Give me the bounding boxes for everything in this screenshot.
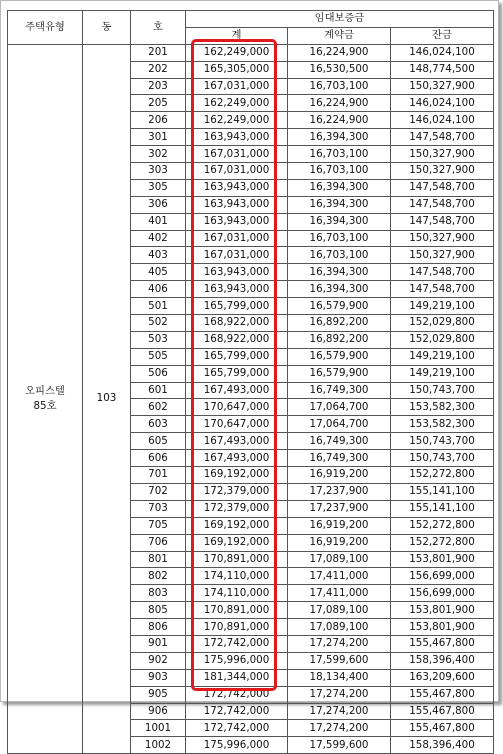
down-payment-cell: 17,237,900 [288, 483, 391, 500]
total-cell: 167,493,000 [186, 450, 288, 467]
total-cell: 174,110,000 [186, 585, 288, 602]
down-payment-cell: 16,224,900 [288, 44, 391, 61]
total-cell: 162,249,000 [186, 95, 288, 112]
unit-cell: 701 [131, 467, 186, 484]
down-payment-cell: 17,237,900 [288, 500, 391, 517]
balance-cell: 163,209,600 [391, 669, 494, 686]
total-cell: 165,799,000 [186, 298, 288, 315]
down-payment-cell: 16,530,500 [288, 61, 391, 78]
down-payment-cell: 16,224,900 [288, 95, 391, 112]
header-rental-deposit: 임대보증금 [186, 11, 494, 28]
down-payment-cell: 17,089,100 [288, 619, 391, 636]
balance-cell: 153,801,900 [391, 619, 494, 636]
unit-cell: 1002 [131, 737, 186, 754]
balance-cell: 147,548,700 [391, 213, 494, 230]
total-cell: 163,943,000 [186, 129, 288, 146]
down-payment-cell: 16,394,300 [288, 196, 391, 213]
total-cell: 163,943,000 [186, 179, 288, 196]
down-payment-cell: 16,749,300 [288, 433, 391, 450]
down-payment-cell: 16,394,300 [288, 129, 391, 146]
unit-cell: 306 [131, 196, 186, 213]
unit-cell: 706 [131, 534, 186, 551]
table-row [8, 44, 494, 61]
down-payment-cell: 17,089,100 [288, 551, 391, 568]
total-cell: 181,344,000 [186, 669, 288, 686]
down-payment-cell: 16,394,300 [288, 179, 391, 196]
unit-cell: 403 [131, 247, 186, 264]
total-cell: 167,031,000 [186, 163, 288, 180]
unit-cell: 206 [131, 112, 186, 129]
down-payment-cell: 17,599,600 [288, 737, 391, 754]
total-cell: 170,891,000 [186, 619, 288, 636]
down-payment-cell: 17,274,200 [288, 686, 391, 703]
down-payment-cell: 16,579,900 [288, 298, 391, 315]
balance-cell: 152,272,800 [391, 467, 494, 484]
rental-deposit-table [7, 10, 494, 754]
table-body [8, 44, 494, 753]
total-cell: 172,742,000 [186, 635, 288, 652]
unit-cell: 906 [131, 703, 186, 720]
balance-cell: 156,699,000 [391, 568, 494, 585]
down-payment-cell: 16,703,100 [288, 163, 391, 180]
building-cell: 103 [83, 44, 131, 753]
down-payment-cell: 16,892,200 [288, 331, 391, 348]
balance-cell: 153,801,900 [391, 602, 494, 619]
balance-cell: 155,467,800 [391, 635, 494, 652]
down-payment-cell: 16,703,100 [288, 230, 391, 247]
down-payment-cell: 17,064,700 [288, 399, 391, 416]
unit-cell: 501 [131, 298, 186, 315]
header-down-payment: 계약금 [288, 27, 391, 44]
total-cell: 162,249,000 [186, 112, 288, 129]
balance-cell: 152,272,800 [391, 534, 494, 551]
unit-cell: 902 [131, 652, 186, 669]
total-cell: 169,192,000 [186, 534, 288, 551]
down-payment-cell: 17,411,000 [288, 568, 391, 585]
down-payment-cell: 18,134,400 [288, 669, 391, 686]
housing-type-line2: 85호 [33, 399, 57, 412]
down-payment-cell: 16,749,300 [288, 382, 391, 399]
unit-cell: 803 [131, 585, 186, 602]
balance-cell: 150,743,700 [391, 450, 494, 467]
balance-cell: 146,024,100 [391, 95, 494, 112]
unit-cell: 305 [131, 179, 186, 196]
total-cell: 172,379,000 [186, 483, 288, 500]
unit-cell: 402 [131, 230, 186, 247]
balance-cell: 149,219,100 [391, 298, 494, 315]
total-cell: 167,493,000 [186, 382, 288, 399]
unit-cell: 901 [131, 635, 186, 652]
unit-cell: 705 [131, 517, 186, 534]
total-cell: 167,031,000 [186, 146, 288, 163]
balance-cell: 147,548,700 [391, 264, 494, 281]
total-cell: 170,647,000 [186, 399, 288, 416]
unit-cell: 201 [131, 44, 186, 61]
total-cell: 172,742,000 [186, 703, 288, 720]
unit-cell: 805 [131, 602, 186, 619]
balance-cell: 147,548,700 [391, 196, 494, 213]
balance-cell: 153,582,300 [391, 416, 494, 433]
total-cell: 165,305,000 [186, 61, 288, 78]
balance-cell: 146,024,100 [391, 44, 494, 61]
balance-cell: 150,327,900 [391, 146, 494, 163]
down-payment-cell: 16,892,200 [288, 315, 391, 332]
unit-cell: 1001 [131, 720, 186, 737]
housing-type-line1: 오피스텔 [25, 384, 65, 397]
balance-cell: 155,141,100 [391, 483, 494, 500]
balance-cell: 150,327,900 [391, 163, 494, 180]
down-payment-cell: 16,394,300 [288, 264, 391, 281]
balance-cell: 149,219,100 [391, 365, 494, 382]
down-payment-cell: 16,919,200 [288, 534, 391, 551]
balance-cell: 147,548,700 [391, 281, 494, 298]
down-payment-cell: 16,579,900 [288, 365, 391, 382]
unit-cell: 601 [131, 382, 186, 399]
balance-cell: 148,774,500 [391, 61, 494, 78]
unit-cell: 802 [131, 568, 186, 585]
balance-cell: 150,327,900 [391, 78, 494, 95]
unit-cell: 302 [131, 146, 186, 163]
balance-cell: 150,743,700 [391, 433, 494, 450]
down-payment-cell: 16,579,900 [288, 348, 391, 365]
total-cell: 174,110,000 [186, 568, 288, 585]
down-payment-cell: 16,394,300 [288, 213, 391, 230]
total-cell: 163,943,000 [186, 196, 288, 213]
unit-cell: 505 [131, 348, 186, 365]
total-cell: 165,799,000 [186, 348, 288, 365]
down-payment-cell: 16,703,100 [288, 78, 391, 95]
total-cell: 167,493,000 [186, 433, 288, 450]
unit-cell: 903 [131, 669, 186, 686]
total-cell: 168,922,000 [186, 315, 288, 332]
header-housing-type: 주택유형 [8, 11, 83, 45]
down-payment-cell: 17,274,200 [288, 720, 391, 737]
header-balance: 잔금 [391, 27, 494, 44]
total-cell: 172,742,000 [186, 720, 288, 737]
balance-cell: 158,396,400 [391, 737, 494, 754]
total-cell: 169,192,000 [186, 467, 288, 484]
balance-cell: 150,327,900 [391, 230, 494, 247]
total-cell: 175,996,000 [186, 737, 288, 754]
down-payment-cell: 17,599,600 [288, 652, 391, 669]
balance-cell: 147,548,700 [391, 179, 494, 196]
unit-cell: 702 [131, 483, 186, 500]
unit-cell: 405 [131, 264, 186, 281]
unit-cell: 806 [131, 619, 186, 636]
down-payment-cell: 17,411,000 [288, 585, 391, 602]
unit-cell: 303 [131, 163, 186, 180]
down-payment-cell: 17,274,200 [288, 635, 391, 652]
balance-cell: 149,219,100 [391, 348, 494, 365]
unit-cell: 401 [131, 213, 186, 230]
down-payment-cell: 16,919,200 [288, 517, 391, 534]
balance-cell: 152,272,800 [391, 517, 494, 534]
unit-cell: 905 [131, 686, 186, 703]
unit-cell: 506 [131, 365, 186, 382]
balance-cell: 155,467,800 [391, 703, 494, 720]
total-cell: 169,192,000 [186, 517, 288, 534]
unit-cell: 301 [131, 129, 186, 146]
balance-cell: 146,024,100 [391, 112, 494, 129]
balance-cell: 155,467,800 [391, 686, 494, 703]
balance-cell: 153,582,300 [391, 399, 494, 416]
total-cell: 170,891,000 [186, 602, 288, 619]
balance-cell: 155,141,100 [391, 500, 494, 517]
total-cell: 170,647,000 [186, 416, 288, 433]
unit-cell: 202 [131, 61, 186, 78]
balance-cell: 152,029,800 [391, 315, 494, 332]
total-cell: 172,742,000 [186, 686, 288, 703]
total-cell: 167,031,000 [186, 78, 288, 95]
down-payment-cell: 17,089,100 [288, 602, 391, 619]
balance-cell: 153,801,900 [391, 551, 494, 568]
unit-cell: 703 [131, 500, 186, 517]
balance-cell: 155,467,800 [391, 720, 494, 737]
total-cell: 172,379,000 [186, 500, 288, 517]
balance-cell: 158,396,400 [391, 652, 494, 669]
down-payment-cell: 17,064,700 [288, 416, 391, 433]
total-cell: 168,922,000 [186, 331, 288, 348]
unit-cell: 603 [131, 416, 186, 433]
down-payment-cell: 16,749,300 [288, 450, 391, 467]
total-cell: 165,799,000 [186, 365, 288, 382]
down-payment-cell: 16,224,900 [288, 112, 391, 129]
unit-cell: 406 [131, 281, 186, 298]
unit-cell: 606 [131, 450, 186, 467]
housing-type-cell [8, 44, 83, 753]
total-cell: 175,996,000 [186, 652, 288, 669]
unit-cell: 203 [131, 78, 186, 95]
header-unit: 호 [131, 11, 186, 45]
header-total: 계 [186, 27, 288, 44]
total-cell: 162,249,000 [186, 44, 288, 61]
total-cell: 163,943,000 [186, 281, 288, 298]
down-payment-cell: 16,703,100 [288, 247, 391, 264]
unit-cell: 503 [131, 331, 186, 348]
down-payment-cell: 16,919,200 [288, 467, 391, 484]
unit-cell: 605 [131, 433, 186, 450]
balance-cell: 150,743,700 [391, 382, 494, 399]
balance-cell: 152,029,800 [391, 331, 494, 348]
total-cell: 167,031,000 [186, 247, 288, 264]
down-payment-cell: 16,703,100 [288, 146, 391, 163]
down-payment-cell: 17,274,200 [288, 703, 391, 720]
unit-cell: 502 [131, 315, 186, 332]
balance-cell: 150,327,900 [391, 247, 494, 264]
total-cell: 163,943,000 [186, 264, 288, 281]
total-cell: 170,891,000 [186, 551, 288, 568]
unit-cell: 801 [131, 551, 186, 568]
unit-cell: 602 [131, 399, 186, 416]
down-payment-cell: 16,394,300 [288, 281, 391, 298]
header-building: 동 [83, 11, 131, 45]
unit-cell: 205 [131, 95, 186, 112]
balance-cell: 147,548,700 [391, 129, 494, 146]
total-cell: 167,031,000 [186, 230, 288, 247]
total-cell: 163,943,000 [186, 213, 288, 230]
balance-cell: 156,699,000 [391, 585, 494, 602]
